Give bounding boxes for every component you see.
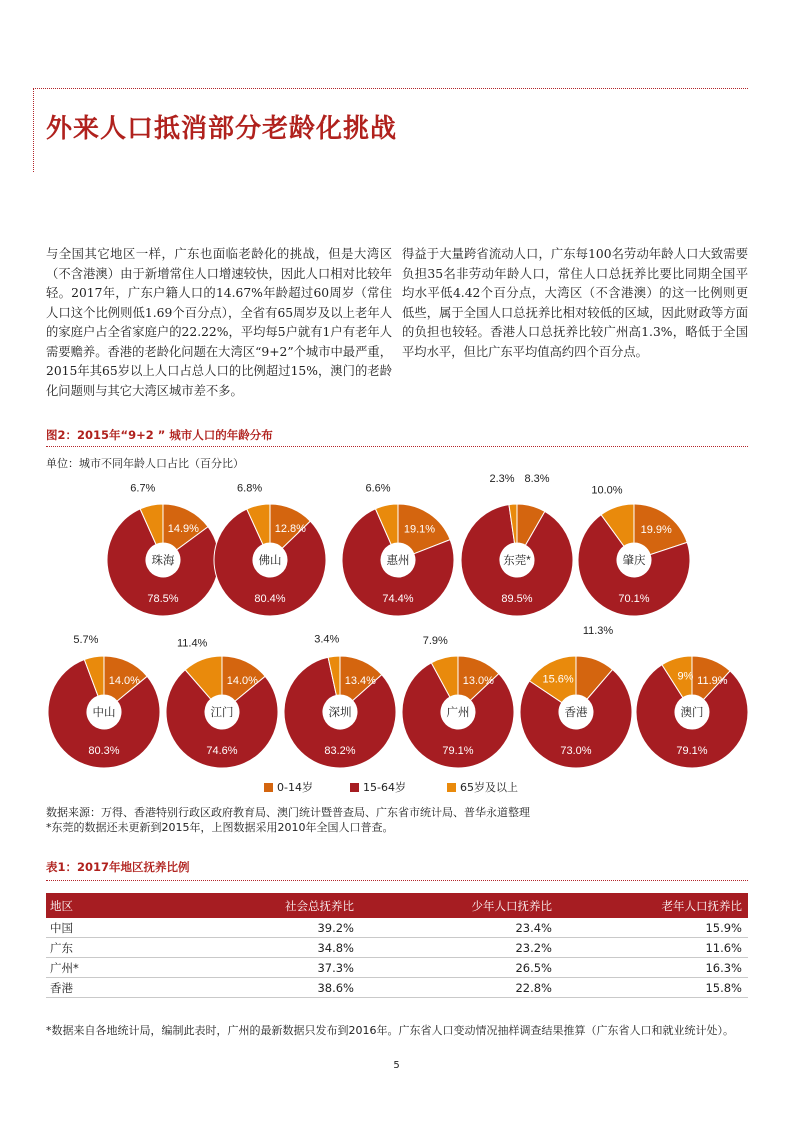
data-label-0-14: 12.8% [274,522,306,535]
donut-city-label: 香港 [564,707,588,719]
data-label-0-14: 8.3% [524,473,550,485]
table-row [46,938,748,958]
data-label-65-plus: 2.3% [489,473,515,485]
table-row [46,978,748,998]
donut-city-label: 深圳 [328,707,352,719]
data-label-0-14: 13.4% [344,674,376,687]
legend-swatch-0-14 [264,783,273,792]
donut-charts [0,470,793,775]
data-label-65-plus: 3.4% [314,633,340,646]
table-title: 表1：2017年地区抚养比例 [46,860,190,874]
data-source-line: 数据来源：万得、香港特别行政区政府教育局、澳门统计暨普查局、广东省市统计局、普华永道整理 [46,806,530,819]
table-header-elderly: 老年人口抚养比 [661,898,742,913]
data-label-65-plus: 6.8% [237,482,263,495]
table-cell: 11.6% [705,940,742,955]
table-cell: 39.2% [317,920,354,935]
data-label-15-64: 74.6% [206,745,238,757]
table-cell: 38.6% [317,980,354,995]
data-label-15-64: 89.5% [501,593,533,605]
legend-item-15-64 [350,779,406,795]
donut-city-label: 广州 [446,707,470,719]
table-cell: 15.8% [705,980,742,995]
donut-city-label: 惠州 [386,555,410,567]
data-label-65-plus: 10.0% [591,484,623,497]
figure-rule [46,446,748,447]
data-label-15-64: 79.1% [442,745,474,757]
data-label-0-14: 19.1% [403,523,436,536]
table-cell: 34.8% [317,940,354,955]
table-rule [46,880,748,881]
donut-city-label: 佛山 [258,555,282,567]
data-label-0-14: 14.0% [108,674,140,687]
table-note: *数据来自各地统计局，编制此表时，广州的最新数据只发布到2016年。广东省人口变动情况抽样调查结果推算（广东省人口和就业统计处）。 [46,1024,734,1037]
donut-city-label: 中山 [92,707,116,719]
data-label-0-14: 11.3% [582,625,614,637]
table-cell: 22.8% [515,980,552,995]
header-rule-left [33,88,34,172]
data-label-0-14: 11.9% [697,674,728,687]
data-label-65-plus: 15.6% [542,673,574,686]
donut-city-label: 珠海 [151,555,175,567]
body-paragraph-left: 与全国其它地区一样，广东也面临老龄化的挑战，但是大湾区（不含港澳）由于新增常住人口增速较快，因此人口相对比较年轻。2017年，广东户籍人口的14.67%年龄超过60周岁（常住人口这个比例则低1.69个百分点），全省有65周岁及以上老年人的家庭户占全省家庭户的22.22%，平均每5户就有1户有老年人需要赡养。香港的老龄化问题在大湾区“9+2”个城市中最严重，2015年其65岁以上人口占总人口的比例超过15%，澳门的老龄化问题则与其它大湾区城市差不多。 [46,247,392,398]
data-label-0-14: 14.0% [226,674,258,687]
donut-city-label: 澳门 [680,707,704,719]
page-number: 5 [393,1060,400,1071]
data-label-65-plus: 5.7% [73,634,99,647]
table-header-region: 地区 [50,898,73,913]
data-source-note: *东莞的数据还未更新到2015年，上图数据采用2010年全国人口普查。 [46,821,394,834]
dependency-ratio-table [46,893,748,998]
table-cell: 37.3% [317,960,354,975]
data-label-15-64: 83.2% [324,745,356,757]
data-label-65-plus: 7.9% [422,635,448,648]
donut-city-label: 东莞* [503,555,531,567]
legend-label-65-plus: 65岁及以上 [460,781,518,794]
data-label-15-64: 73.0% [560,745,592,757]
body-paragraph-right: 得益于大量跨省流动人口，广东每100名劳动年龄人口大致需要负担35名非劳动年龄人口，常住人口总抚养比要比同期全国平均水平低4.42个百分点，大湾区（不含港澳）的这一比例则更低些，属于全国人口总抚养比相对较低的区域，因此财政等方面的负担也较轻。香港人口总抚养比较广州高1.3%，略低于全国平均水平，但比广东平均值高约四个百分点。 [402,247,748,359]
donut-city-label: 肇庆 [622,555,646,567]
table-cell: 16.3% [705,960,742,975]
table-cell: 23.2% [515,940,552,955]
data-label-15-64: 78.5% [147,593,179,605]
page-title: 外来人口抵消部分老龄化挑战 [46,114,398,144]
figure-title: 图2：2015年“9+2 ” 城市人口的年龄分布 [46,428,273,442]
table-row [46,918,748,938]
data-label-65-plus: 9% [677,670,694,683]
figure-unit: 单位：城市不同年龄人口占比（百分比） [46,457,244,470]
data-label-0-14: 13.0% [462,674,494,687]
data-label-0-14: 19.9% [640,524,672,537]
table-row [46,958,748,978]
data-label-15-64: 74.4% [382,593,414,605]
legend-label-15-64: 15-64岁 [363,781,406,794]
legend-item-0-14 [264,779,313,795]
table-cell: 广东 [50,940,73,955]
legend-swatch-65-plus [447,783,456,792]
data-label-15-64: 70.1% [618,593,650,605]
legend-item-65-plus [447,779,518,795]
data-label-65-plus: 6.6% [365,482,391,495]
table-cell: 广州* [50,960,79,975]
data-label-65-plus: 11.4% [176,637,208,650]
table-header-total: 社会总抚养比 [285,898,354,913]
table-header-youth: 少年人口抚养比 [471,898,552,913]
table-cell: 香港 [50,980,73,995]
data-source [46,805,530,835]
table-cell: 26.5% [515,960,552,975]
legend-swatch-15-64 [350,783,359,792]
table-cell: 23.4% [515,920,552,935]
donut-city-label: 江门 [210,707,234,719]
data-label-15-64: 80.3% [88,745,120,757]
legend-label-0-14: 0-14岁 [277,781,313,794]
table-cell: 15.9% [705,920,742,935]
table-header-row [46,893,748,918]
data-label-65-plus: 6.7% [130,482,156,495]
header-rule [33,88,748,89]
data-label-15-64: 79.1% [676,745,708,757]
table-cell: 中国 [50,920,73,935]
data-label-0-14: 14.9% [167,522,199,535]
data-label-15-64: 80.4% [254,593,286,605]
